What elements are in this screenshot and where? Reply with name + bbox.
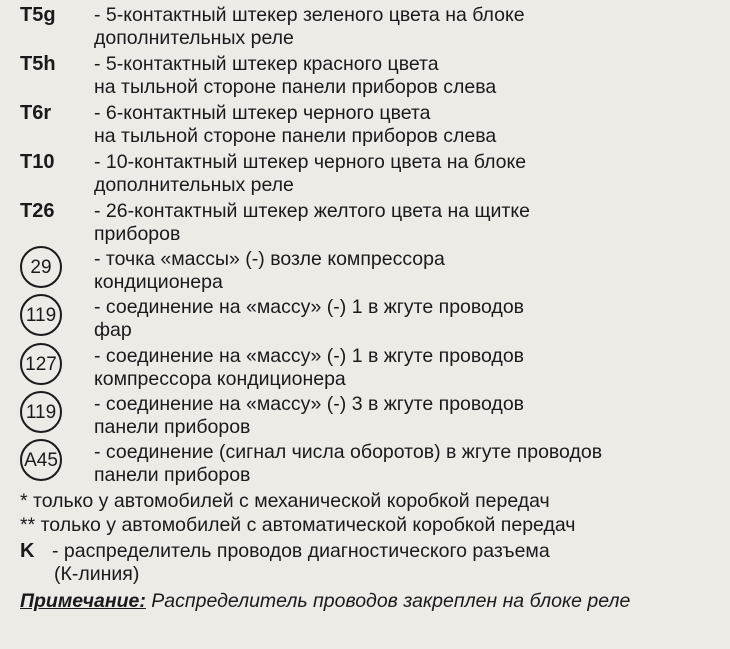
note-text: Распределитель проводов закреплен на блоке реле xyxy=(151,590,631,612)
legend-item-k xyxy=(0,540,730,588)
legend-item xyxy=(0,343,730,393)
legend-item xyxy=(0,391,730,441)
legend-description-line2: дополнительных реле xyxy=(94,174,294,196)
ground-point-circle: 127 xyxy=(20,343,62,385)
ground-point-circle: 119 xyxy=(20,391,62,433)
legend-description-line2: на тыльной стороне панели приборов слева xyxy=(94,76,497,98)
legend-code: K xyxy=(20,540,35,562)
legend-description xyxy=(94,4,525,50)
legend-description xyxy=(94,345,524,391)
legend-description xyxy=(94,441,602,487)
legend-description-line1: - соединение на «массу» (-) 3 в жгуте проводов xyxy=(94,393,525,415)
legend-description-line1: - точка «массы» (-) возле компрессора xyxy=(94,248,445,270)
footnote-manual: * только у автомобилей с механической коробкой передач xyxy=(20,490,550,512)
legend-description xyxy=(52,540,550,586)
legend-item xyxy=(0,294,730,344)
legend-description xyxy=(94,53,496,99)
legend-description xyxy=(94,200,530,246)
ground-point-circle: A45 xyxy=(20,439,62,481)
legend-description xyxy=(94,248,445,294)
legend-code: T5g xyxy=(20,4,56,26)
legend-description-line2: приборов xyxy=(94,223,181,245)
legend-description-line1: - 5-контактный штекер красного цвета xyxy=(94,53,439,75)
legend-description-line2: фар xyxy=(94,319,132,341)
legend-description-line1: - распределитель проводов диагностического разъема xyxy=(52,540,550,562)
legend-code: T5h xyxy=(20,53,56,75)
legend-description-line2: дополнительных реле xyxy=(94,27,294,49)
legend-description-line1: - 10-контактный штекер черного цвета на блоке xyxy=(94,151,527,173)
legend-description-line2: панели приборов xyxy=(94,416,251,438)
legend-description-line1: - соединение (сигнал числа оборотов) в жгуте проводов xyxy=(94,441,603,463)
legend-description xyxy=(94,151,526,197)
ground-point-circle: 29 xyxy=(20,246,62,288)
legend-description-line2: кондиционера xyxy=(94,271,223,293)
legend-description-line2: на тыльной стороне панели приборов слева xyxy=(94,125,497,147)
legend-description-line1: - 6-контактный штекер черного цвета xyxy=(94,102,431,124)
legend-code: T6r xyxy=(20,102,52,124)
legend-item xyxy=(0,439,730,489)
legend-description xyxy=(94,393,524,439)
legend-description xyxy=(94,102,496,148)
legend-item xyxy=(0,151,730,201)
legend-description-line2: компрессора кондиционера xyxy=(94,368,346,390)
legend-description-line1: - соединение на «массу» (-) 1 в жгуте проводов xyxy=(94,296,525,318)
legend-description-line2: (К-линия) xyxy=(54,563,140,585)
legend-item xyxy=(0,102,730,152)
legend-description-line2: панели приборов xyxy=(94,464,251,486)
note-label: Примечание: xyxy=(20,590,146,612)
legend-description-line1: - соединение на «массу» (-) 1 в жгуте проводов xyxy=(94,345,525,367)
legend-item xyxy=(0,4,730,54)
note xyxy=(20,590,710,613)
legend-description-line1: - 26-контактный штекер желтого цвета на щитке xyxy=(94,200,530,222)
legend-description xyxy=(94,296,524,342)
legend-code: T10 xyxy=(20,151,55,173)
legend-item xyxy=(0,200,730,250)
legend-item xyxy=(0,53,730,103)
ground-point-circle: 119 xyxy=(20,294,62,336)
legend-item xyxy=(0,246,730,296)
legend-description-line1: - 5-контактный штекер зеленого цвета на блоке xyxy=(94,4,525,26)
legend-code: T26 xyxy=(20,200,55,222)
footnote-automatic: ** только у автомобилей с автоматической коробкой передач xyxy=(20,514,576,536)
